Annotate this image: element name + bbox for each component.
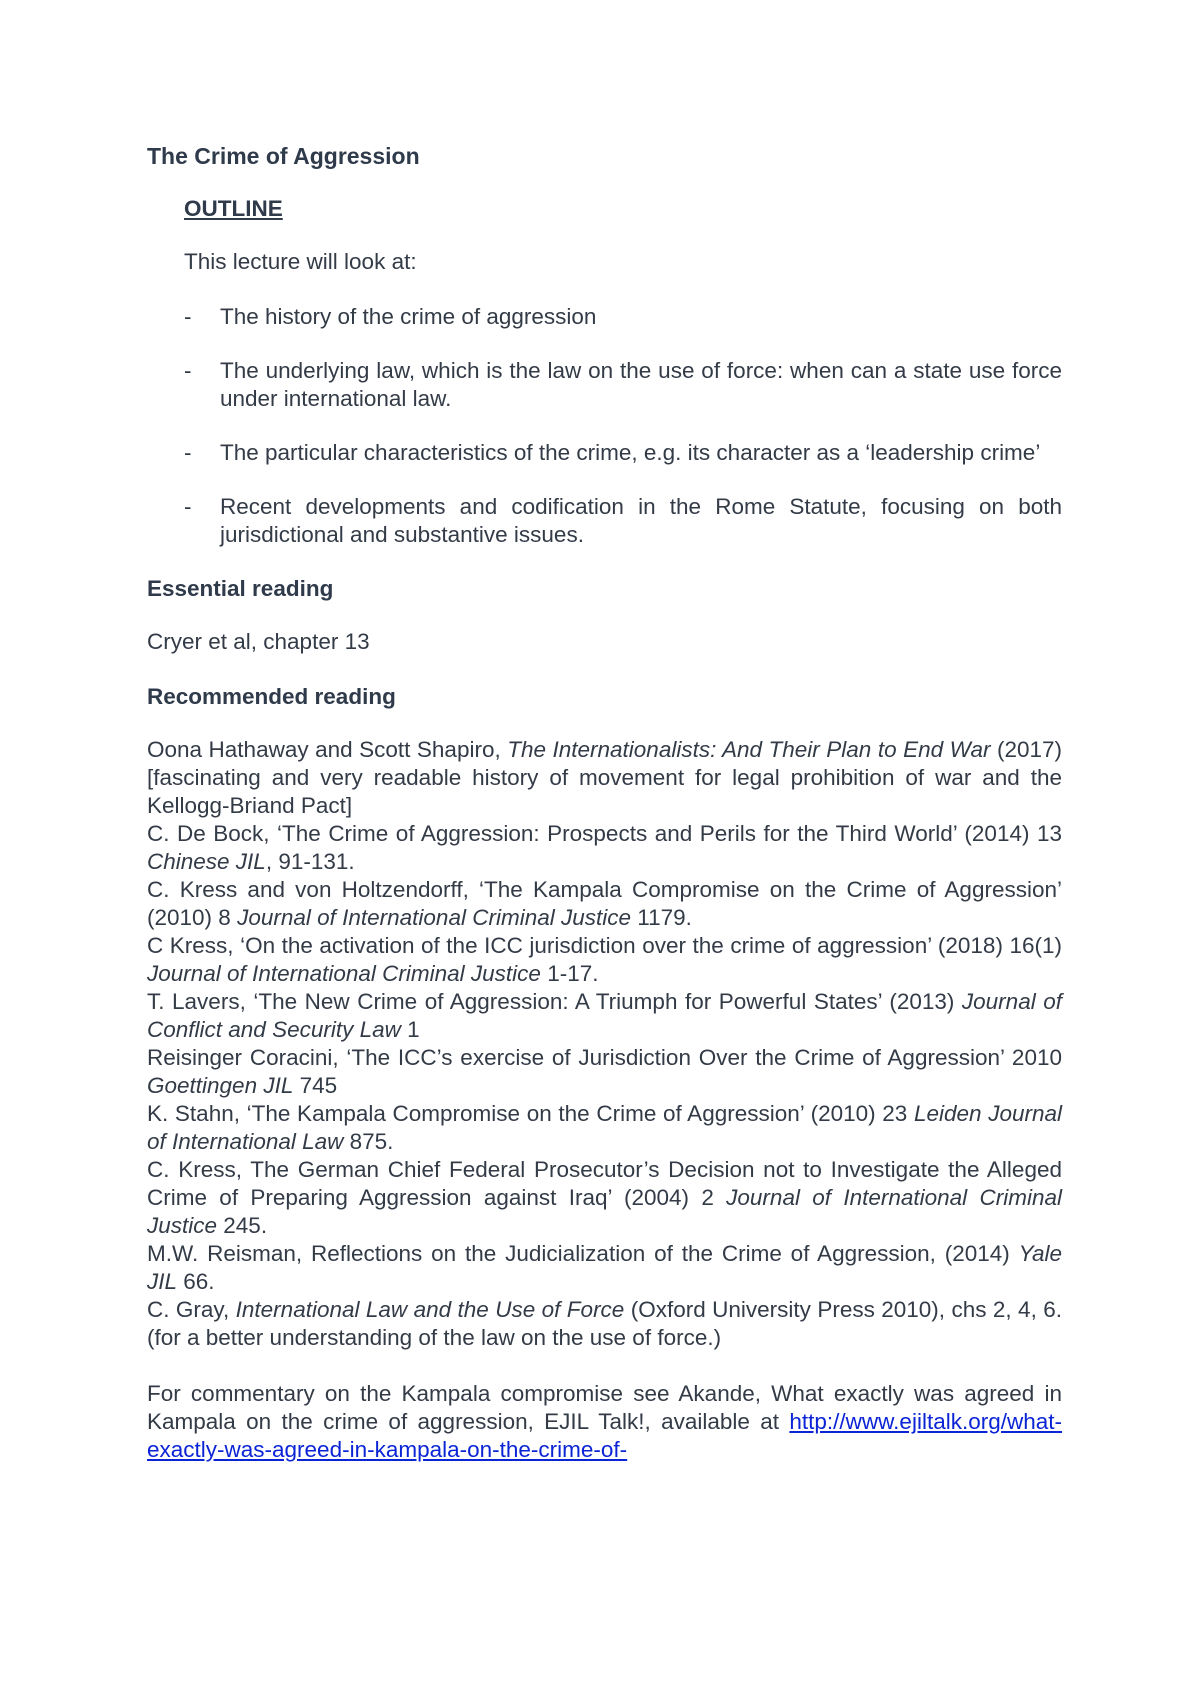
outline-list	[184, 303, 1062, 549]
list-item-text: Recent developments and codification in the Rome Statute, focusing on both jurisdictional and substantive issues.	[220, 494, 1062, 547]
reference-item: C. Kress, The German Chief Federal Prosecutor’s Decision not to Investigate the Alleged Crime of Preparing Aggression against Iraq’ (2004) 2 Journal of International Criminal Justice 245.	[147, 1157, 1062, 1238]
ejiltalk-link[interactable]: http://www.ejiltalk.org/what-exactly-was-agreed-in-kampala-on-the-crime-of-	[147, 1409, 1062, 1462]
reference-item: T. Lavers, ‘The New Crime of Aggression: A Triumph for Powerful States’ (2013) Journal of Conflict and Security Law 1	[147, 989, 1062, 1042]
bullet-marker: -	[184, 440, 192, 465]
commentary-text: For commentary on the Kampala compromise see Akande, What exactly was agreed in Kampala on the crime of aggression, EJIL Talk!, available at	[147, 1381, 1062, 1434]
list-item	[184, 493, 1062, 549]
reference-item: Oona Hathaway and Scott Shapiro, The Internationalists: And Their Plan to End War (2017) [fascinating and very readable history of movement for legal prohibition of war and the Kellogg-Briand Pact]	[147, 737, 1063, 818]
list-item	[184, 303, 1062, 331]
recommended-reading-heading: Recommended reading	[147, 684, 396, 709]
list-item	[184, 357, 1062, 413]
reference-item: C. Kress and von Holtzendorff, ‘The Kampala Compromise on the Crime of Aggression’ (2010) 8 Journal of International Criminal Justice 1179.	[147, 877, 1062, 930]
reference-item: M.W. Reisman, Reflections on the Judicialization of the Crime of Aggression, (2014) Yale JIL 66.	[147, 1241, 1062, 1294]
list-item-text: The history of the crime of aggression	[220, 304, 597, 329]
list-item-text: The particular characteristics of the crime, e.g. its character as a ‘leadership crime’	[220, 440, 1041, 465]
reference-item: C Kress, ‘On the activation of the ICC jurisdiction over the crime of aggression’ (2018) 16(1) Journal of International Criminal Justice 1-17.	[147, 933, 1062, 986]
outline-intro: This lecture will look at:	[184, 249, 417, 274]
reference-item: Reisinger Coracini, ‘The ICC’s exercise of Jurisdiction Over the Crime of Aggression’ 2010 Goettingen JIL 745	[147, 1045, 1062, 1098]
list-item	[184, 439, 1062, 467]
reference-list	[147, 736, 1062, 1352]
reference-item: C. Gray, International Law and the Use of Force (Oxford University Press 2010), chs 2, 4, 6. (for a better understanding of the law on the use of force.)	[147, 1297, 1062, 1350]
document-content	[147, 142, 1062, 1464]
document-title: The Crime of Aggression	[147, 143, 420, 169]
essential-reading-text: Cryer et al, chapter 13	[147, 629, 370, 654]
reference-item: C. De Bock, ‘The Crime of Aggression: Prospects and Perils for the Third World’ (2014) 13 Chinese JIL, 91-131.	[147, 821, 1062, 874]
bullet-marker: -	[184, 358, 192, 383]
reference-item: K. Stahn, ‘The Kampala Compromise on the Crime of Aggression’ (2010) 23 Leiden Journal of International Law 875.	[147, 1101, 1062, 1154]
essential-reading-heading: Essential reading	[147, 576, 334, 601]
outline-section	[184, 195, 1062, 549]
outline-heading: OUTLINE	[184, 196, 283, 221]
bullet-marker: -	[184, 494, 192, 519]
bullet-marker: -	[184, 304, 192, 329]
list-item-text: The underlying law, which is the law on the use of force: when can a state use force under international law.	[220, 358, 1062, 411]
commentary-paragraph	[147, 1380, 1062, 1464]
